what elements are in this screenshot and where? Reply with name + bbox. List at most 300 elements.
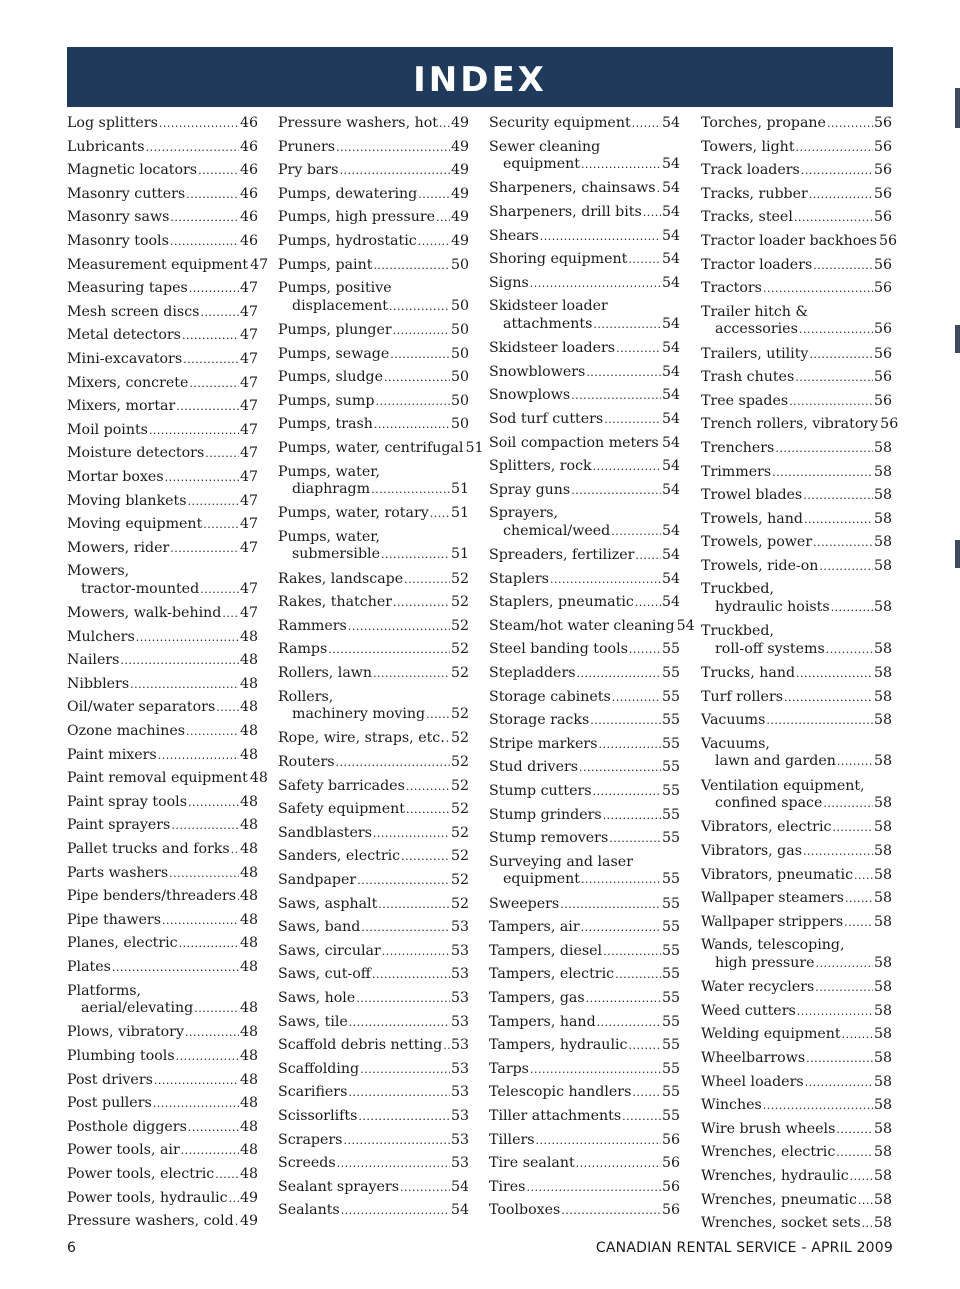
index-entry-line xyxy=(489,1155,680,1173)
index-term: Scissorlifts xyxy=(278,1107,358,1124)
index-entry xyxy=(278,139,469,163)
index-page: 58 xyxy=(873,1120,892,1137)
index-entry-line xyxy=(489,712,680,730)
dot-leader xyxy=(200,581,239,599)
index-entry-line xyxy=(67,605,258,623)
index-page: 52 xyxy=(450,824,469,841)
index-page: 56 xyxy=(661,1178,680,1195)
index-page: 49 xyxy=(450,185,469,202)
index-entry-line xyxy=(67,629,258,647)
dot-leader xyxy=(809,186,873,204)
index-entry-line xyxy=(701,795,892,813)
index-term: Rope, wire, straps, etc. xyxy=(278,730,445,747)
dot-leader xyxy=(348,1084,450,1102)
index-entry xyxy=(278,966,469,990)
dot-leader xyxy=(795,369,873,387)
index-term: Scaffold debris netting xyxy=(278,1037,443,1054)
index-entry-line xyxy=(278,848,469,866)
index-entry xyxy=(67,605,258,629)
index-entry-line xyxy=(67,912,258,930)
dot-leader xyxy=(593,783,661,801)
dot-leader xyxy=(361,919,450,937)
index-page: 51 xyxy=(450,481,469,498)
dot-leader xyxy=(799,321,873,339)
index-entry-line xyxy=(701,819,892,837)
dot-leader xyxy=(200,304,239,322)
index-entry-line xyxy=(67,256,269,275)
index-page: 50 xyxy=(450,345,469,362)
index-term: Paint mixers xyxy=(67,746,157,763)
index-page: 58 xyxy=(873,843,892,860)
index-entry xyxy=(489,275,680,299)
index-term: Post pullers xyxy=(67,1095,152,1112)
dot-leader xyxy=(813,257,873,275)
index-entry xyxy=(489,919,680,943)
index-page: 48 xyxy=(239,1165,258,1182)
dot-leader xyxy=(203,516,239,534)
index-term: Nibblers xyxy=(67,675,130,692)
index-term-continued: high pressure xyxy=(715,954,815,971)
index-entry xyxy=(67,375,258,399)
index-page: 55 xyxy=(661,895,680,912)
index-term: Skidsteer loaders xyxy=(489,340,616,357)
index-term: Pallet trucks and forks xyxy=(67,841,230,858)
index-entry-line xyxy=(701,1168,892,1186)
index-term: Water recyclers xyxy=(701,979,815,996)
index-term: Tampers, electric xyxy=(489,966,615,983)
dot-leader xyxy=(815,979,873,997)
index-entry xyxy=(67,888,258,912)
index-term: Mulchers xyxy=(67,628,135,645)
index-term: Rollers, xyxy=(278,688,334,705)
index-page: 56 xyxy=(873,280,892,297)
index-term: Sealant sprayers xyxy=(278,1178,399,1195)
index-page: 56 xyxy=(661,1131,680,1148)
index-page: 56 xyxy=(873,162,892,179)
index-entry-line xyxy=(701,369,892,387)
index-page: 48 xyxy=(239,958,258,975)
index-term: Moving blankets xyxy=(67,492,187,509)
index-entry-line xyxy=(489,1108,680,1126)
index-page: 56 xyxy=(873,369,892,386)
index-entry-line xyxy=(489,943,680,961)
index-page: 48 xyxy=(239,888,258,905)
index-entry-line xyxy=(278,778,469,796)
index-term: Tampers, hand xyxy=(489,1013,596,1030)
index-entry xyxy=(489,665,680,689)
index-term-continued: accessories xyxy=(715,321,798,338)
index-entry-line xyxy=(701,1192,892,1210)
index-term: Pry bars xyxy=(278,162,339,179)
index-entry-line xyxy=(278,966,469,984)
index-entry xyxy=(489,458,680,482)
index-entry xyxy=(278,990,469,1014)
index-entry-line xyxy=(489,571,680,589)
index-column-1 xyxy=(67,115,269,1237)
dot-leader xyxy=(357,872,450,890)
index-entry-line xyxy=(701,937,892,955)
index-entry-line xyxy=(67,540,258,558)
index-entry xyxy=(67,327,258,351)
index-entry-line xyxy=(67,888,258,906)
index-page: 47 xyxy=(239,580,258,597)
dot-leader xyxy=(186,186,239,204)
index-page: 55 xyxy=(661,942,680,959)
index-term: Mortar boxes xyxy=(67,468,164,485)
index-entry-line xyxy=(67,1048,258,1066)
dot-leader xyxy=(179,935,239,953)
index-page: 52 xyxy=(450,706,469,723)
index-term: Post drivers xyxy=(67,1071,153,1088)
index-term: Measurement equipment xyxy=(67,256,249,273)
index-entry xyxy=(489,617,695,642)
index-page: 55 xyxy=(661,735,680,752)
dot-leader xyxy=(579,759,661,777)
index-term: Skidsteer loader xyxy=(489,298,608,315)
index-entry-line xyxy=(701,139,892,157)
index-term: Vacuums xyxy=(701,712,766,729)
index-entry-line xyxy=(489,387,680,405)
index-entry xyxy=(67,540,258,564)
index-term-continued: hydraulic hoists xyxy=(715,598,830,615)
index-page: 55 xyxy=(661,806,680,823)
index-entry xyxy=(278,416,469,440)
index-entry xyxy=(701,534,892,558)
index-entry-line xyxy=(67,1142,258,1160)
dot-leader xyxy=(789,393,873,411)
index-page: 55 xyxy=(661,1084,680,1101)
index-entry xyxy=(701,867,892,891)
index-entry-line xyxy=(489,411,680,429)
dot-leader xyxy=(615,966,661,984)
dot-leader xyxy=(373,257,450,275)
index-term: Saws, hole xyxy=(278,990,356,1006)
dot-leader xyxy=(609,830,661,848)
index-page: 48 xyxy=(239,746,258,763)
index-term: Trenchers xyxy=(701,439,775,456)
index-entry xyxy=(701,1097,892,1121)
index-entry xyxy=(701,843,892,867)
index-entry-line xyxy=(489,298,680,316)
index-entry xyxy=(67,935,258,959)
index-term: Rakes, landscape xyxy=(278,570,404,587)
index-term: Pumps, water, xyxy=(278,528,380,545)
index-entry xyxy=(701,1121,892,1145)
dot-leader xyxy=(581,919,661,937)
index-entry xyxy=(67,770,268,794)
index-term: Masonry cutters xyxy=(67,185,186,202)
index-page: 48 xyxy=(239,864,258,881)
index-entry-line xyxy=(67,865,258,883)
index-entry xyxy=(489,571,680,595)
index-page: 49 xyxy=(450,138,469,155)
index-term: Spreaders, fertilizer xyxy=(489,547,635,564)
dot-leader xyxy=(571,387,661,405)
dot-leader xyxy=(390,346,450,364)
index-entry-line xyxy=(67,375,258,393)
dot-leader xyxy=(188,1119,239,1137)
dot-leader xyxy=(418,186,450,204)
dot-leader xyxy=(336,139,450,157)
page-footer xyxy=(67,1240,893,1258)
index-entry xyxy=(489,340,680,364)
index-page: 53 xyxy=(450,1155,469,1172)
index-entry xyxy=(701,1026,892,1050)
dot-leader xyxy=(831,599,873,617)
dot-leader xyxy=(635,547,661,565)
publication-name: CANADIAN RENTAL SERVICE - APRIL 2009 xyxy=(595,1240,893,1256)
index-entry-line xyxy=(278,1037,469,1055)
dot-leader xyxy=(373,665,450,683)
index-entry xyxy=(489,594,680,618)
index-term: Security equipment xyxy=(489,115,631,131)
index-entry xyxy=(278,186,469,210)
index-page: 48 xyxy=(239,1047,258,1064)
dot-leader xyxy=(530,275,661,293)
index-page: 49 xyxy=(450,232,469,249)
dot-leader xyxy=(854,867,873,885)
index-entry-line xyxy=(489,665,680,683)
index-entry-line xyxy=(701,558,892,576)
index-entry-line xyxy=(67,351,258,369)
index-entry-line xyxy=(489,807,680,825)
dot-leader xyxy=(406,801,450,819)
index-term: Paint spray tools xyxy=(67,793,187,810)
index-entry-line xyxy=(489,458,680,476)
index-entry xyxy=(67,1142,258,1166)
index-term: Steam/hot water cleaning xyxy=(489,617,675,634)
index-term: Wands, telescoping, xyxy=(701,937,845,954)
index-entry-line xyxy=(701,1121,892,1139)
index-term: Tracks, rubber xyxy=(701,185,808,202)
index-entry-line xyxy=(67,445,258,463)
index-entry xyxy=(489,1132,680,1156)
dot-leader xyxy=(805,1074,873,1092)
index-entry-line xyxy=(489,547,680,565)
index-entry-line xyxy=(67,186,258,204)
index-entry-line xyxy=(489,275,680,293)
index-entry xyxy=(489,712,680,736)
index-entry xyxy=(489,783,680,807)
index-page: 55 xyxy=(661,871,680,888)
index-page: 48 xyxy=(249,770,268,787)
index-entry xyxy=(67,912,258,936)
index-entry xyxy=(489,298,680,340)
index-term: Pipe thawers xyxy=(67,911,161,928)
index-term: Tree spades xyxy=(701,392,789,409)
index-term: Scaffolding xyxy=(278,1060,360,1077)
index-entry-line xyxy=(67,935,258,953)
index-term: Wrenches, electric xyxy=(701,1144,836,1161)
index-entry-line xyxy=(278,115,469,133)
index-term: Sweepers xyxy=(489,895,560,912)
index-entry-line xyxy=(278,665,469,683)
dot-leader xyxy=(850,1168,873,1186)
index-page: 56 xyxy=(661,1155,680,1172)
index-page: 58 xyxy=(873,534,892,551)
index-entry-line xyxy=(278,439,484,458)
index-entry-line xyxy=(701,689,892,707)
index-entry-line xyxy=(67,327,258,345)
dot-leader xyxy=(389,298,450,316)
dot-leader xyxy=(401,848,450,866)
dot-leader xyxy=(205,445,239,463)
index-entry xyxy=(701,393,892,417)
index-term-continued: attachments xyxy=(503,315,593,332)
index-column-3 xyxy=(489,115,695,1226)
dot-leader xyxy=(337,1155,450,1173)
index-page: 55 xyxy=(661,712,680,729)
index-entry xyxy=(67,983,258,1025)
index-column-4 xyxy=(701,115,899,1239)
index-entry xyxy=(489,830,680,854)
index-entry xyxy=(278,1132,469,1156)
dot-leader xyxy=(328,641,450,659)
index-entry xyxy=(278,641,469,665)
index-term: Wrenches, socket sets xyxy=(701,1215,861,1232)
index-entry-line xyxy=(489,736,680,754)
index-entry-line xyxy=(67,1166,258,1184)
index-term-continued: equipment xyxy=(503,156,580,173)
index-entry xyxy=(701,186,892,210)
index-entry xyxy=(67,1072,258,1096)
dot-leader xyxy=(384,369,450,387)
index-entry xyxy=(67,139,258,163)
index-page: 55 xyxy=(661,1037,680,1054)
index-term: Sod turf cutters xyxy=(489,410,604,427)
index-page: 54 xyxy=(661,315,680,332)
dot-leader xyxy=(159,115,239,133)
dot-leader xyxy=(540,228,661,246)
index-page: 56 xyxy=(878,232,897,249)
index-entry-line xyxy=(489,830,680,848)
index-term: Safety equipment xyxy=(278,801,405,818)
index-term: Metal detectors xyxy=(67,327,181,344)
index-term: Paint removal equipment xyxy=(67,770,248,787)
index-page: 52 xyxy=(450,594,469,611)
index-term: Saws, cut-off xyxy=(278,966,371,983)
index-term: Saws, asphalt xyxy=(278,895,378,912)
index-term-continued: roll-off systems xyxy=(715,640,825,657)
index-entry xyxy=(67,563,258,605)
index-term: Pumps, paint xyxy=(278,256,373,273)
index-page: 56 xyxy=(873,209,892,226)
index-entry xyxy=(67,699,258,723)
index-entry-line xyxy=(278,571,469,589)
index-term: Ramps xyxy=(278,641,328,658)
index-page: 56 xyxy=(873,256,892,273)
index-term: Soil compaction meters xyxy=(489,434,659,451)
index-term: Stripe markers xyxy=(489,735,598,752)
index-entry xyxy=(67,493,258,517)
index-term: Ozone machines xyxy=(67,723,186,740)
index-term: Wheelbarrows xyxy=(701,1050,806,1066)
index-entry-line xyxy=(278,641,469,659)
index-term: Tillers xyxy=(489,1131,535,1148)
index-term: Surveying and laser xyxy=(489,853,633,870)
index-entry xyxy=(701,665,892,689)
index-entry-line xyxy=(67,699,258,717)
index-page: 55 xyxy=(661,783,680,800)
index-term: Pumps, high pressure xyxy=(278,209,436,226)
index-term: Trowel blades xyxy=(701,487,803,504)
dot-leader xyxy=(816,955,873,973)
index-page: 54 xyxy=(676,617,695,634)
index-page: 48 xyxy=(239,1142,258,1159)
index-entry xyxy=(489,228,680,252)
index-entry xyxy=(701,257,892,281)
index-term: Lubricants xyxy=(67,138,145,155)
index-entry xyxy=(701,819,892,843)
index-term: Pumps, sump xyxy=(278,392,375,409)
index-entry xyxy=(278,778,469,802)
index-entry xyxy=(701,1050,892,1074)
index-page: 53 xyxy=(450,942,469,959)
index-entry-line xyxy=(278,1202,469,1220)
index-page: 47 xyxy=(239,516,258,533)
index-page: 56 xyxy=(880,416,899,433)
index-page: 58 xyxy=(873,1026,892,1043)
dot-leader xyxy=(406,778,450,796)
index-page: 52 xyxy=(450,848,469,865)
index-entry xyxy=(67,351,258,375)
index-entry xyxy=(278,943,469,967)
index-entry-line xyxy=(278,825,469,843)
index-entry xyxy=(278,439,484,464)
index-term: Stump grinders xyxy=(489,806,602,823)
index-term-continued: displacement xyxy=(292,297,389,314)
index-term: Telescopic handlers xyxy=(489,1084,632,1101)
index-entry-line xyxy=(701,890,892,908)
index-term: Vibrators, gas xyxy=(701,843,803,860)
index-entry-line xyxy=(701,321,892,339)
index-entry-line xyxy=(701,346,892,364)
index-page: 49 xyxy=(239,1213,258,1230)
dot-leader xyxy=(763,1097,873,1115)
index-page: 48 xyxy=(239,1095,258,1112)
index-entry xyxy=(67,162,258,186)
dot-leader xyxy=(426,706,450,724)
index-entry-line xyxy=(278,139,469,157)
index-entry-line xyxy=(701,1050,892,1068)
dot-leader xyxy=(629,641,661,659)
index-entry xyxy=(278,801,469,825)
index-entry xyxy=(278,730,469,754)
index-term: Mixers, mortar xyxy=(67,398,176,415)
index-entry xyxy=(278,1202,469,1226)
index-page: 48 xyxy=(239,935,258,952)
index-entry xyxy=(701,623,892,665)
index-term: Tires xyxy=(489,1178,526,1195)
index-page: 47 xyxy=(239,350,258,367)
index-term: Sewer cleaning xyxy=(489,138,601,155)
index-page: 52 xyxy=(450,570,469,587)
dot-leader xyxy=(188,794,239,812)
index-entry-line xyxy=(701,534,892,552)
index-term: Winches xyxy=(701,1097,762,1114)
index-page: 58 xyxy=(873,819,892,836)
dot-leader xyxy=(576,1155,661,1173)
index-term-continued: aerial/elevating xyxy=(81,1000,194,1017)
dot-leader xyxy=(189,280,239,298)
index-term: Wheel loaders xyxy=(701,1073,804,1090)
index-page: 51 xyxy=(450,546,469,563)
index-entry-line xyxy=(701,1144,892,1162)
index-entry xyxy=(278,896,469,920)
index-term: Moil points xyxy=(67,421,148,438)
index-page: 56 xyxy=(873,345,892,362)
index-entry-line xyxy=(67,841,258,859)
